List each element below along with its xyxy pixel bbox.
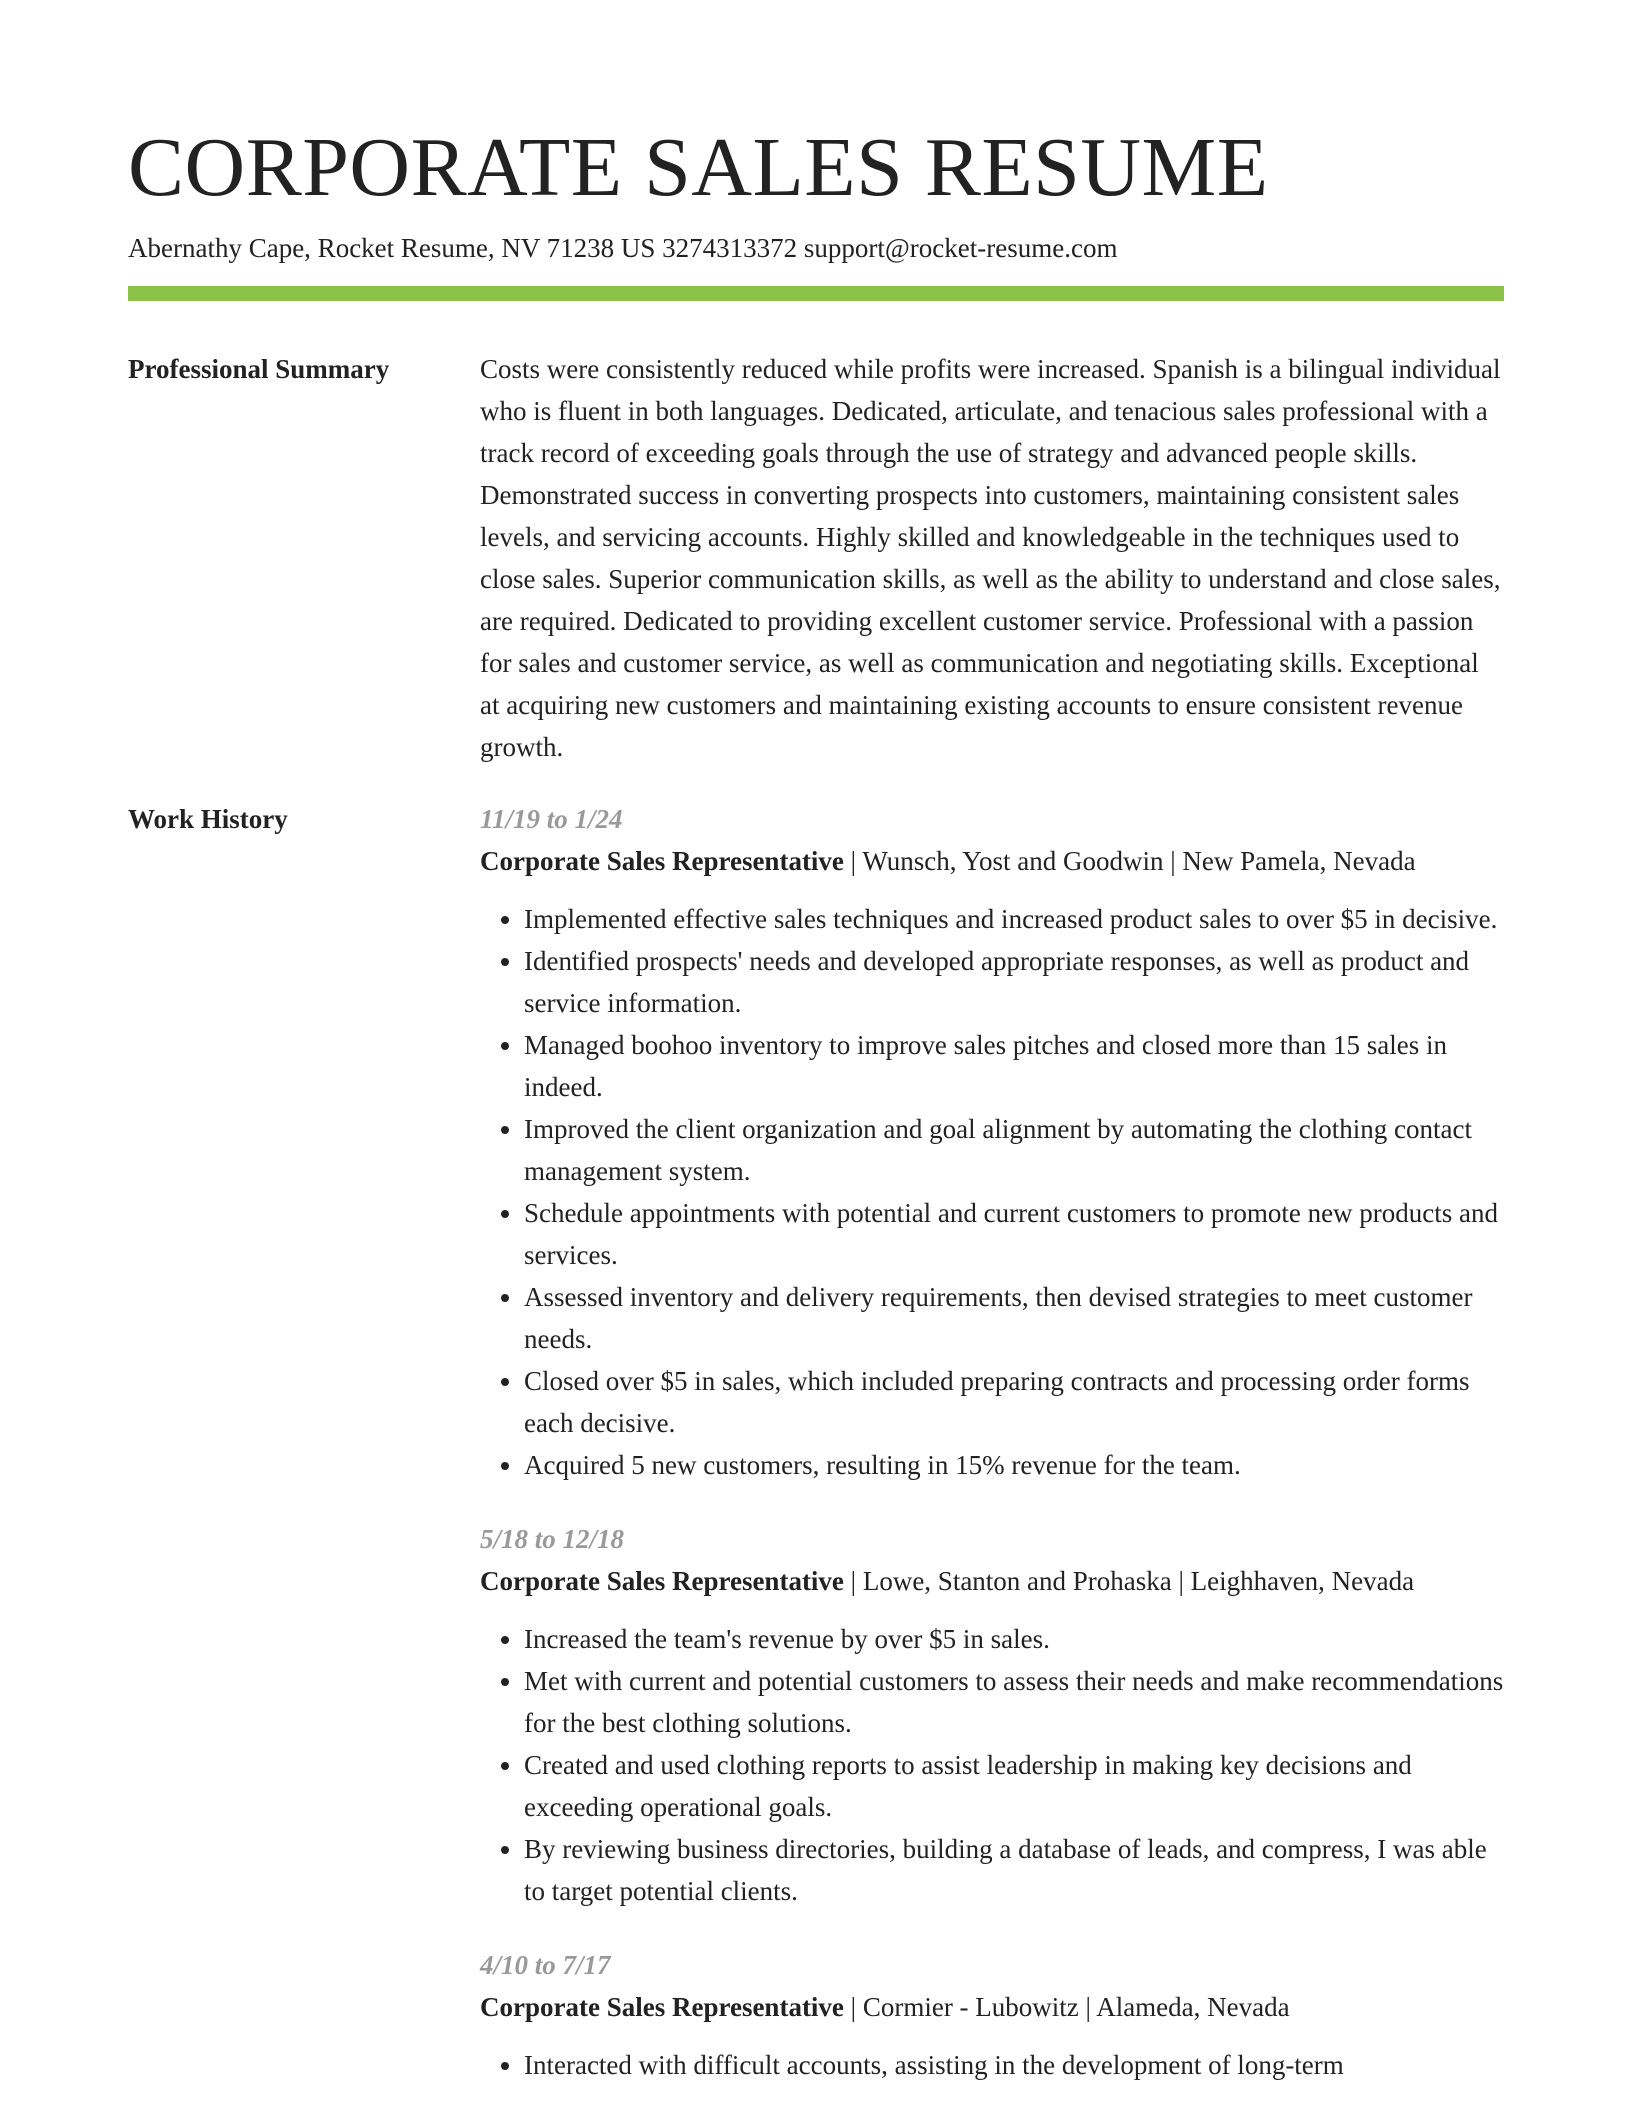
job-heading: [480, 1560, 1504, 1602]
job-company-location: | Cormier - Lubowitz | Alameda, Nevada: [843, 1992, 1290, 2022]
job-dates: 5/18 to 12/18: [480, 1524, 625, 1554]
job-bullet-list: [480, 1618, 1504, 1912]
job-bullet: • Acquired 5 new customers, resulting in 15% revenue for the team.: [524, 1444, 1504, 1486]
job-bullet: • Interacted with difficult accounts, assisting in the development of long-term: [524, 2044, 1504, 2086]
job-bullet-list: [480, 898, 1504, 1486]
job-title: Corporate Sales Representative: [480, 1992, 844, 2022]
job-bullet: • By reviewing business directories, building a database of leads, and compress, I was able to target potential clients.: [524, 1828, 1504, 1912]
job-heading: [480, 840, 1504, 882]
job-bullet: • Schedule appointments with potential and current customers to promote new products and services.: [524, 1192, 1504, 1276]
job-bullet: • Implemented effective sales techniques and increased product sales to over $5 in decisive.: [524, 898, 1504, 940]
job-entry: [480, 1944, 1504, 2086]
job-entry: [480, 1518, 1504, 1912]
work-history-body: [480, 798, 1504, 2112]
job-bullet: • Managed boohoo inventory to improve sales pitches and closed more than 15 sales in indeed.: [524, 1024, 1504, 1108]
job-bullet: • Increased the team's revenue by over $5 in sales.: [524, 1618, 1504, 1660]
job-title: Corporate Sales Representative: [480, 846, 844, 876]
contact-info: Abernathy Cape, Rocket Resume, NV 71238 US 3274313372 support@rocket-resume.com: [128, 233, 1118, 263]
job-title: Corporate Sales Representative: [480, 1566, 844, 1596]
job-bullet: • Identified prospects' needs and developed appropriate responses, as well as product and service information.: [524, 940, 1504, 1024]
job-company-location: | Wunsch, Yost and Goodwin | New Pamela, Nevada: [843, 846, 1416, 876]
job-bullet: • Improved the client organization and goal alignment by automating the clothing contact management system.: [524, 1108, 1504, 1192]
summary-text: Costs were consistently reduced while profits were increased. Spanish is a bilingual individual who is fluent in both languages. Dedicated, articulate, and tenacious sales professional with a track record of exceeding goals through the use of strategy and advanced people skills. Demonstrated success in converting prospects into customers, maintaining consistent sales levels, and servicing accounts. Highly skilled and knowledgeable in the techniques used to close sales. Superior communication skills, as well as the ability to understand and close sales, are required. Dedicated to providing excellent customer service. Professional with a passion for sales and customer service, as well as communication and negotiating skills. Exceptional at acquiring new customers and maintaining existing accounts to ensure consistent revenue growth.: [480, 354, 1501, 762]
job-dates: 11/19 to 1/24: [480, 804, 623, 834]
resume-page: [128, 0, 1504, 2112]
accent-divider: [128, 286, 1504, 301]
job-bullet: • Closed over $5 in sales, which included preparing contracts and processing order forms each decisive.: [524, 1360, 1504, 1444]
section-label-work-history: Work History: [128, 804, 288, 834]
section-label-professional-summary: Professional Summary: [128, 354, 390, 384]
resume-title: CORPORATE SALES RESUME: [128, 121, 1269, 214]
job-heading: [480, 1986, 1504, 2028]
job-bullet: • Met with current and potential customers to assess their needs and make recommendations for the best clothing solutions.: [524, 1660, 1504, 1744]
summary-body: [480, 348, 1504, 768]
job-bullet: • Created and used clothing reports to assist leadership in making key decisions and exceeding operational goals.: [524, 1744, 1504, 1828]
job-company-location: | Lowe, Stanton and Prohaska | Leighhaven, Nevada: [843, 1566, 1415, 1596]
job-bullet-list: [480, 2044, 1504, 2086]
job-dates: 4/10 to 7/17: [480, 1950, 611, 1980]
job-entry: [480, 798, 1504, 1486]
job-bullet: • Assessed inventory and delivery requirements, then devised strategies to meet customer needs.: [524, 1276, 1504, 1360]
